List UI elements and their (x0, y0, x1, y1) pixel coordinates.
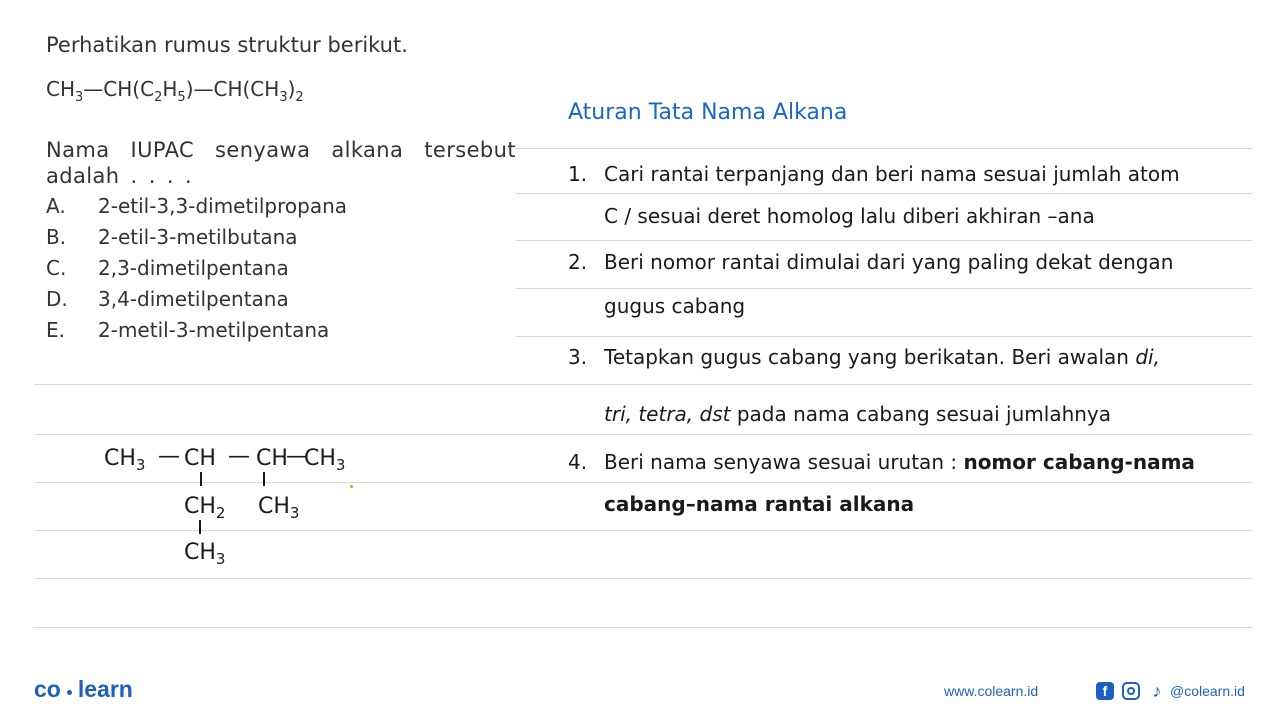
formula-subscript: 3 (279, 90, 288, 105)
ruled-line (516, 240, 1252, 241)
option-letter: D. (46, 287, 68, 311)
rule-2-line-2: gugus cabang (604, 294, 746, 318)
main-chain-end-ch3: $CH_3$ (304, 446, 346, 474)
option-b (46, 222, 516, 253)
formula-part: —CH(C (83, 77, 155, 101)
rule-text-bold: cabang–nama rantai alkana (604, 492, 915, 516)
rule-text-bold: nomor cabang-nama (963, 450, 1195, 474)
option-text: 2-etil-3-metilbutana (98, 225, 298, 249)
vertical-bond (199, 520, 201, 534)
ruled-line (516, 148, 1252, 149)
formula-part: )—CH(CH (185, 77, 280, 101)
vertical-bond (200, 472, 202, 486)
formula-part: CH (46, 77, 76, 101)
rule-4-number: 4. (568, 450, 588, 474)
logo-dot (67, 690, 72, 695)
rule-3-line-1 (604, 345, 1160, 369)
question-block (46, 30, 516, 346)
main-chain-ch-2: CH (184, 446, 216, 471)
branch-ch3-right: $CH_3$ (258, 494, 300, 522)
option-letter: C. (46, 256, 67, 280)
ruled-line (34, 384, 1252, 385)
answer-options (46, 191, 516, 346)
ink-dot (350, 485, 353, 488)
rule-2-line-1: Beri nomor rantai dimulai dari yang paling dekat dengan (604, 250, 1174, 274)
ruled-line (34, 627, 1252, 628)
option-text: 2-metil-3-metilpentana (98, 318, 330, 342)
rule-text-italic: tri, tetra, dst (604, 402, 731, 426)
formula-subscript: 5 (177, 90, 186, 105)
social-handle: @colearn.id (1170, 683, 1245, 699)
formula-subscript: 3 (75, 90, 84, 105)
rule-1-line-1: Cari rantai terpanjang dan beri nama sesuai jumlah atom (604, 162, 1180, 186)
rules-title: Aturan Tata Nama Alkana (568, 100, 848, 125)
rule-3-line-2 (604, 402, 1111, 426)
rule-4-line-2 (604, 492, 914, 516)
ruled-line (34, 434, 1252, 435)
option-text: 2,3-dimetilpentana (98, 256, 289, 280)
rule-1-line-2: C / sesuai deret homolog lalu diberi akhiran –ana (604, 204, 1095, 228)
branch-ch2: $CH_2$ (184, 494, 226, 522)
branch-ch3-bottom: $CH_3$ (184, 540, 226, 568)
instagram-icon[interactable] (1122, 682, 1140, 700)
question-stem: Nama IUPAC senyawa alkana tersebut adalah . . . . (46, 138, 516, 188)
main-chain-ch3: $CH_3$ (104, 446, 146, 474)
facebook-icon[interactable]: f (1096, 682, 1114, 700)
option-letter: A. (46, 194, 66, 218)
ruled-line (516, 336, 1252, 337)
rule-text: pada nama cabang sesuai jumlahnya (730, 402, 1112, 426)
option-a (46, 191, 516, 222)
option-letter: B. (46, 225, 67, 249)
option-d (46, 284, 516, 315)
rule-4-line-1 (604, 450, 1195, 474)
bond-dash: — (286, 444, 308, 469)
ruled-line (516, 288, 1252, 289)
tiktok-icon[interactable]: ♪ (1152, 681, 1162, 701)
rule-3-number: 3. (568, 345, 588, 369)
rule-text: Tetapkan gugus cabang yang berikatan. Beri awalan (604, 345, 1136, 369)
colearn-logo: co learn (34, 676, 133, 702)
vertical-bond (263, 472, 265, 486)
option-text: 3,4-dimetilpentana (98, 287, 289, 311)
rule-text: Beri nama senyawa sesuai urutan : (604, 450, 964, 474)
rule-2-number: 2. (568, 250, 588, 274)
formula-subscript: 2 (154, 90, 163, 105)
bond-dash: — (228, 444, 250, 469)
formula-part: H (162, 77, 178, 101)
formula-subscript: 2 (295, 90, 304, 105)
rule-text-italic: di, (1135, 345, 1160, 369)
formula-part: ) (287, 77, 296, 101)
main-chain-ch-3: CH (256, 446, 288, 471)
option-text: 2-etil-3,3-dimetilpropana (98, 194, 348, 218)
question-intro: Perhatikan rumus struktur berikut. (46, 33, 408, 57)
option-e (46, 315, 516, 346)
option-c (46, 253, 516, 284)
condensed-formula (46, 74, 516, 113)
option-letter: E. (46, 318, 65, 342)
website-link[interactable]: www.colearn.id (944, 683, 1039, 699)
rule-1-number: 1. (568, 162, 588, 186)
structural-formula (100, 440, 380, 590)
ruled-line (516, 193, 1252, 194)
bond-dash: — (158, 444, 180, 469)
